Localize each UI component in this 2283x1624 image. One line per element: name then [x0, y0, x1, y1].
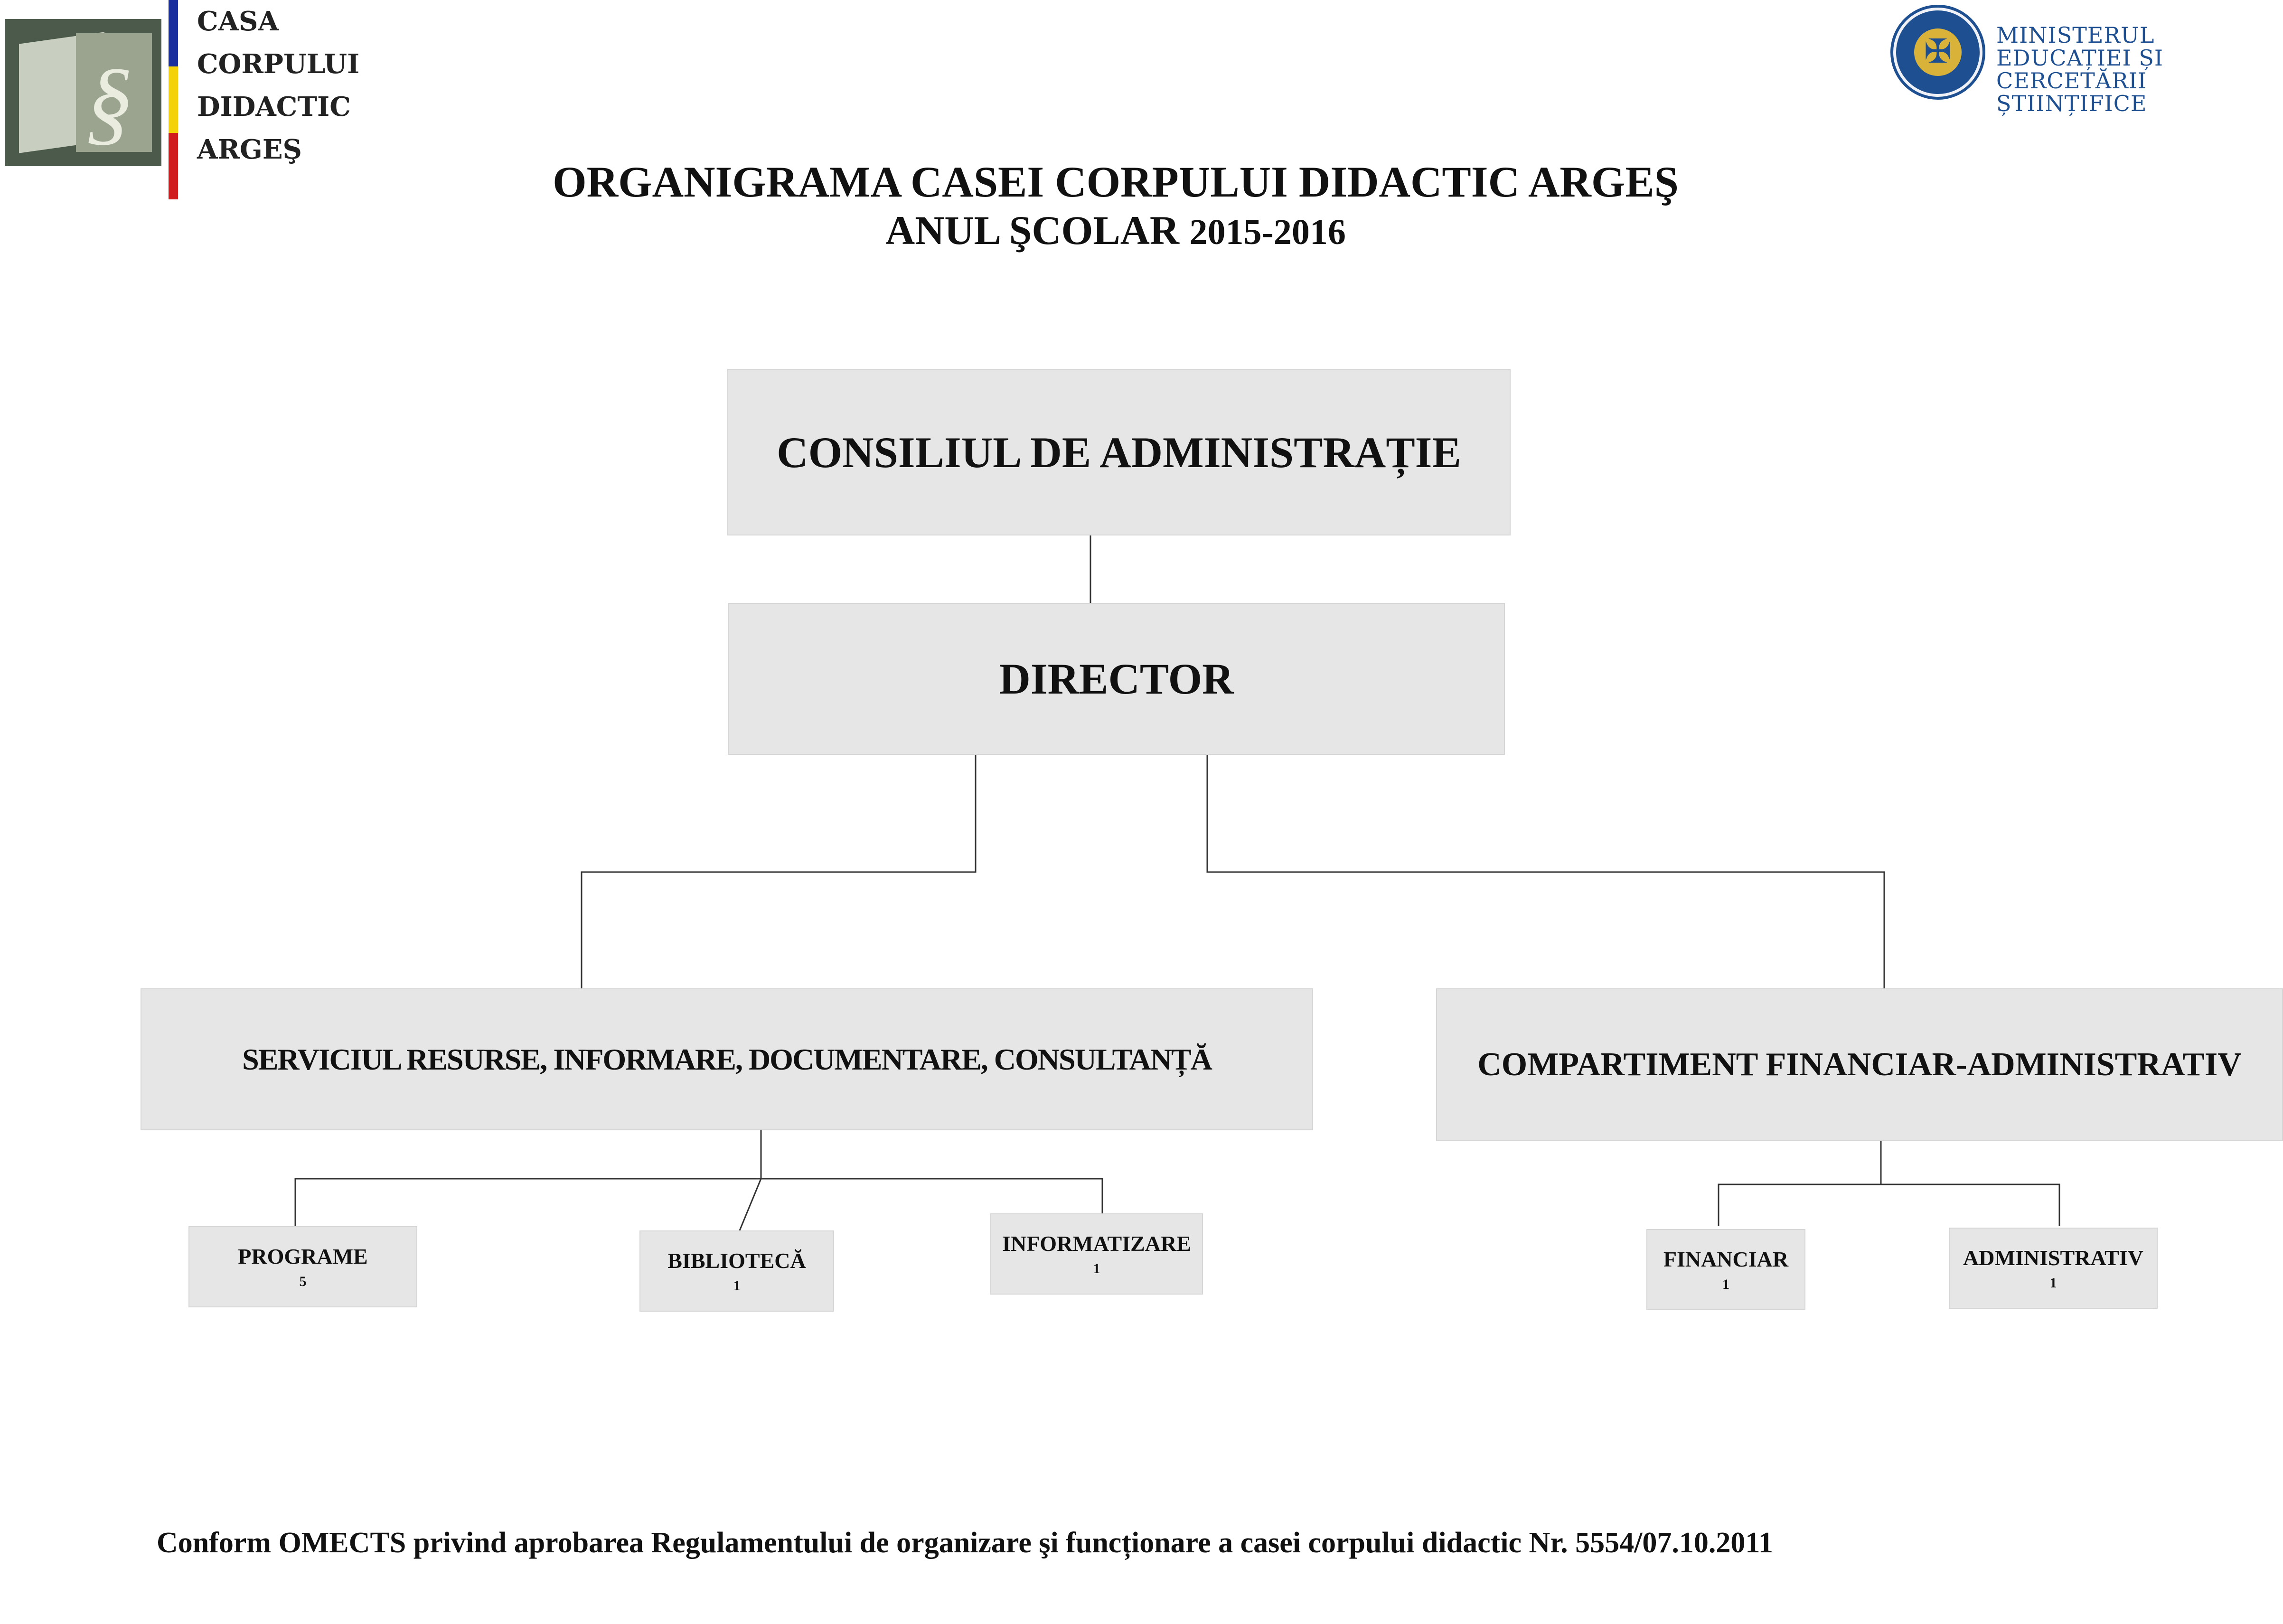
- school-year-title: [475, 207, 1757, 254]
- casa-corpului-didactic-logo: [0, 0, 180, 199]
- unit-programe-box: [188, 1226, 417, 1307]
- director-to-service-line: [582, 755, 976, 988]
- director-to-department-line: [1207, 755, 1884, 988]
- tricolor-stripe: [169, 0, 178, 199]
- board-label: CONSILIUL DE ADMINISTRAȚIE: [777, 428, 1461, 477]
- service-branch-line: [295, 1179, 1102, 1226]
- unit-financiar-count: 1: [1722, 1277, 1729, 1292]
- unit-financiar-label: FINANCIAR: [1663, 1247, 1789, 1271]
- logo-text-line-2: CORPULUI: [197, 48, 360, 80]
- unit-informatizare-count: 1: [1093, 1261, 1100, 1277]
- logo-text: [197, 0, 360, 171]
- unit-administrativ-label: ADMINISTRATIV: [1963, 1246, 2143, 1270]
- logo-glyph-icon: §: [85, 49, 133, 154]
- service-box: [141, 988, 1313, 1130]
- logo-text-line-3: DIDACTIC: [197, 91, 351, 122]
- service-label: SERVICIUL RESURSE, INFORMARE, DOCUMENTARE, CONSULTANȚĂ: [242, 1042, 1212, 1076]
- unit-biblioteca-label: BIBLIOTECĂ: [667, 1249, 806, 1273]
- school-year-label: ANUL ŞCOLAR: [885, 207, 1180, 253]
- logo-emblem-image: [5, 19, 161, 166]
- school-year-value: 2015-2016: [1189, 212, 1346, 252]
- director-box: [728, 603, 1505, 755]
- logo-text-line-4: ARGEŞ: [197, 134, 302, 165]
- department-branch-line: [1719, 1184, 2059, 1226]
- unit-administrativ-box: [1949, 1228, 2158, 1309]
- page-title: ORGANIGRAMA CASEI CORPULUI DIDACTIC ARGEŞ: [553, 158, 1679, 206]
- unit-informatizare-box: [990, 1213, 1203, 1295]
- ministry-logo: [1889, 5, 2279, 116]
- unit-biblioteca-count: 1: [733, 1278, 741, 1294]
- biblioteca-link-line: [740, 1179, 761, 1230]
- unit-programe-count: 5: [299, 1274, 307, 1289]
- ministry-name: [1996, 24, 2281, 115]
- ministry-name-line-2: CERCETĂRII ȘTIINȚIFICE: [1996, 68, 2147, 116]
- board-box: [727, 369, 1511, 535]
- department-box: [1436, 988, 2283, 1141]
- logo-text-line-1: CASA: [197, 6, 279, 37]
- ministry-name-line-1: MINISTERUL EDUCAȚIEI ȘI: [1996, 22, 2164, 71]
- government-seal-icon: ✠: [1893, 8, 1982, 97]
- department-label: COMPARTIMENT FINANCIAR-ADMINISTRATIV: [1477, 1046, 2242, 1083]
- footer-note: Conform OMECTS privind aprobarea Regulamentului de organizare şi funcționare a casei corpului didactic Nr. 5554/07.10.2011: [157, 1527, 1773, 1559]
- unit-administrativ-count: 1: [2049, 1275, 2057, 1291]
- unit-informatizare-label: INFORMATIZARE: [1002, 1231, 1191, 1256]
- unit-financiar-box: [1646, 1229, 1805, 1310]
- unit-biblioteca-box: [639, 1230, 834, 1312]
- director-label: DIRECTOR: [999, 655, 1234, 703]
- unit-programe-label: PROGRAME: [238, 1244, 368, 1268]
